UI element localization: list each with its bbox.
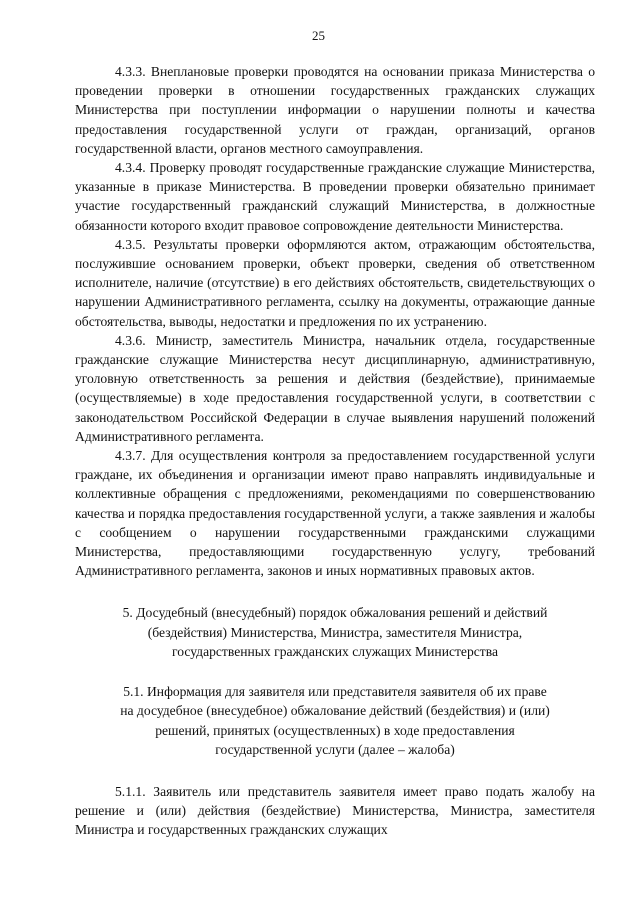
page-number: 25 xyxy=(312,28,325,43)
paragraph-4-3-5: 4.3.5. Результаты проверки оформляются актом, отражающим обстоятельства, послужившие основанием проверки, объект проверки, сведения об ответственном исполнителе, наличие (отсутствие) в его действиях обстоятельств, свидетельствующих о нарушении Административного регламента, ссылку на документы, отражающие данные обстоятельства, выводы, недостатки и предложения по их устранению. xyxy=(75,236,595,329)
section-5-1-heading-line: решений, принятых (осуществленных) в ходе предоставления xyxy=(155,722,515,738)
document-body xyxy=(75,62,595,840)
paragraph-4-3-7: 4.3.7. Для осуществления контроля за предоставлением государственной услуги граждане, их объединения и организации имеют право направлять индивидуальные и коллективные обращения с предложениями, рекомендациями по совершенствованию качества и порядка предоставления государственной услуги, а также заявления и жалобы с сообщением о нарушении государственными гражданскими служащими Министерства, предоставляющими государственную услугу, требований Административного регламента, законов и иных нормативных правовых актов. xyxy=(75,448,595,579)
paragraph-4-3-6: 4.3.6. Министр, заместитель Министра, начальник отдела, государственные гражданские служащие Министерства несут дисциплинарную, административную, уголовную ответственность за решения и действия (бездействие), принимаемые (осуществляемые) в ходе предоставления государственной услуги, в соответствии с законодательством Российской Федерации в случае выявления нарушений положений Административного регламента. xyxy=(75,332,595,444)
section-5-heading-line: (бездействия) Министерства, Министра, заместителя Министра, xyxy=(147,624,523,640)
paragraph-5-1-1: 5.1.1. Заявитель или представитель заявителя имеет право подать жалобу на решение и (или) действия (бездействие) Министерства, Министра, заместителя Министра и государственных гражданских служащих xyxy=(75,783,595,838)
section-5-1-heading-line: 5.1. Информация для заявителя или представителя заявителя об их праве xyxy=(123,684,547,700)
section-5-1-heading-line: государственной услуги (далее – жалоба) xyxy=(215,741,455,757)
paragraph-4-3-4: 4.3.4. Проверку проводят государственные гражданские служащие Министерства, указанные в приказе Министерства. В проведении проверки обязательно принимает участие государственный гражданский служащий Министерства, в должностные обязанности которого входит правовое сопровождение деятельности Министерства. xyxy=(75,160,595,233)
section-5-1-heading-line: на досудебное (внесудебное) обжалование действий (бездействия) и (или) xyxy=(120,703,550,719)
section-5-1-heading xyxy=(75,682,595,759)
paragraph-4-3-3: 4.3.3. Внеплановые проверки проводятся на основании приказа Министерства о проведении проверки в отношении государственных гражданских служащих Министерства при поступлении информации о нарушении полноты и качества предоставления государственной услуги от граждан, организаций, органов государственной власти, органов местного самоуправления. xyxy=(75,64,595,156)
section-5-heading-line: государственных гражданских служащих Министерства xyxy=(171,643,499,659)
section-5-heading xyxy=(75,603,595,661)
section-5-heading-line: 5. Досудебный (внесудебный) порядок обжалования решений и действий xyxy=(122,605,548,621)
